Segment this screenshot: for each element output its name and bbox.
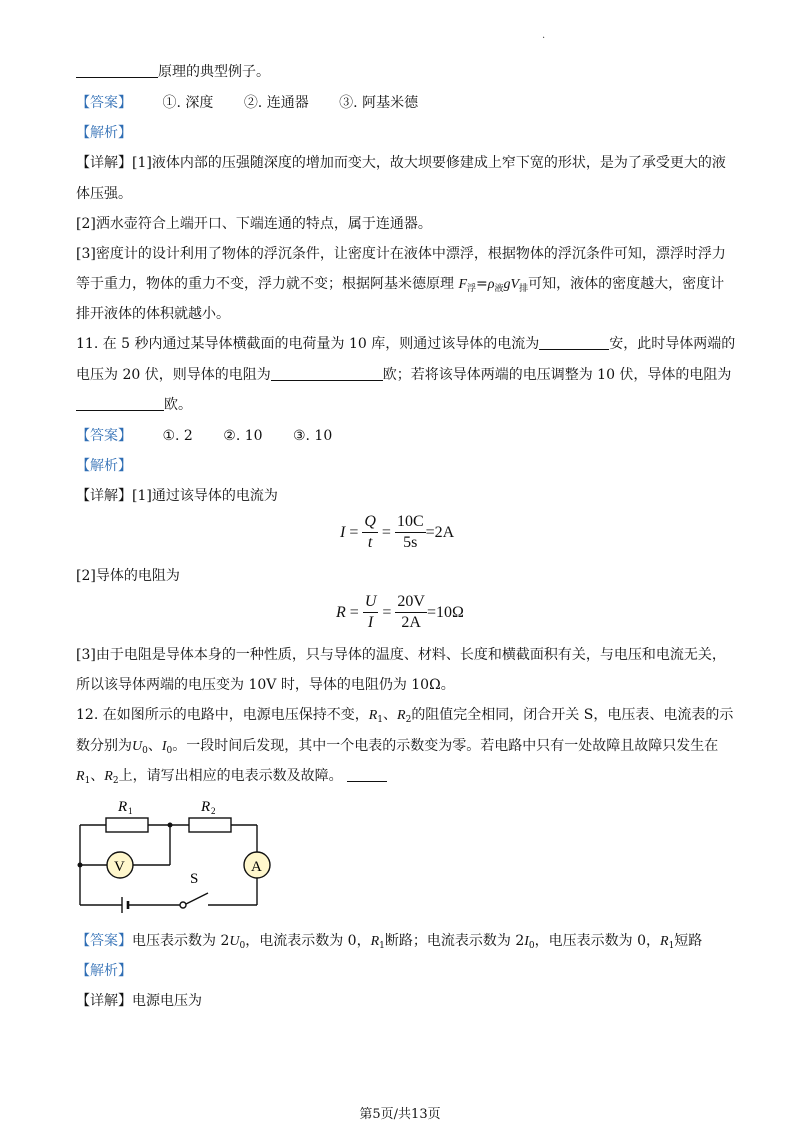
- svg-text:2: 2: [211, 806, 216, 816]
- answer-1: ①. 深度: [162, 95, 214, 111]
- switch-lever: [186, 893, 208, 904]
- analysis-label: 【解析】: [76, 458, 132, 474]
- q10-tail: 原理的典型例子。: [76, 62, 270, 82]
- q10-detail-1: 【详解】[1]液体内部的压强随深度的增加而变大，故大坝要修建成上窄下宽的形状，是为了承受更大的液: [76, 155, 726, 171]
- fill-blank[interactable]: [76, 63, 158, 78]
- q11-detail-2: [2]导体的电阻为: [76, 568, 180, 584]
- q10-detail-4: [3]密度计的设计利用了物体的浮沉条件，让密度计在液体中漂浮，根据物体的浮沉条件可知，漂浮时浮力: [76, 246, 726, 262]
- answer-label: 【答案】: [76, 95, 132, 111]
- q12-stem-2: 数分别为$U_0$、$I_0$。一段时间后发现，其中一个电表的示数变为零。若电路中只有一处故障且故障只发生在: [76, 738, 719, 756]
- analysis-label: 【解析】: [76, 125, 132, 141]
- q10-answer: [76, 93, 418, 113]
- svg-text:V: V: [114, 859, 125, 875]
- q11-stem-3: 欧。: [76, 395, 192, 415]
- q10-detail-3: [2]洒水壶符合上端开口、下端连通的特点，属于连通器。: [76, 216, 432, 232]
- fill-blank[interactable]: [271, 366, 383, 381]
- equation-resistance: R = $\frac{U}{I}$ = $\frac{20V}{2A}$ =10Ω: [336, 593, 464, 631]
- q11-detail-1: 【详解】[1]通过该导体的电流为: [76, 488, 278, 504]
- q12-answer: 【答案】电压表示数为 $2U_0$，电流表示数为 0，$R_1$断路；电流表示数为 $2I_0$，电压表示数为 0，$R_1$短路: [76, 933, 703, 951]
- resistor-r1: [106, 818, 148, 832]
- svg-text:A: A: [251, 859, 262, 875]
- circuit-diagram: [70, 794, 280, 918]
- fill-blank[interactable]: [76, 396, 164, 411]
- equation-current: I = $\frac{Q}{t}$ = $\frac{10C}{5s}$ =2A: [340, 513, 455, 551]
- resistor-r2: [189, 818, 231, 832]
- fill-blank[interactable]: [347, 767, 387, 782]
- q11-detail-3: [3]由于电阻是导体本身的一种性质，只与导体的温度、材料、长度和横截面积有关，与电压和电流无关，: [76, 647, 726, 663]
- svg-text:S: S: [190, 871, 199, 887]
- answer-2: ②. 连通器: [243, 95, 309, 111]
- fill-blank[interactable]: [539, 335, 609, 350]
- q10-detail-6: 排开液体的体积就越小。: [76, 306, 230, 322]
- answer-3: ③. 阿基米德: [339, 95, 419, 111]
- q11-stem-1: 11. 在 5 秒内通过某导体横截面的电荷量为 10 库，则通过该导体的电流为 安，此时导体两端的: [76, 336, 736, 352]
- q10-detail-5: 等于重力，物体的重力不变，浮力就不变；根据阿基米德原理 $F_浮=\rho_液gV_排$可知，液体的密度越大，密度计: [76, 276, 725, 294]
- page-footer: 第5页/共13页: [359, 1107, 441, 1122]
- q12-stem-1: 12. 在如图所示的电路中，电源电压保持不变，$R_1$、$R_2$的阻值完全相同，闭合开关 S，电压表、电流表的示: [76, 707, 734, 725]
- q11-stem-2: 电压为 20 伏，则导体的电阻为 欧；若将该导体两端的电压调整为 10 伏，导体的电阻为: [76, 367, 732, 383]
- svg-text:1: 1: [128, 806, 133, 816]
- q11-answer: 【答案】 ①. 2 ②. 10 ③. 10: [76, 428, 333, 444]
- q11-detail-4: 所以该导体两端的电压变为 10V 时，导体的电阻仍为 10Ω。: [76, 677, 455, 693]
- analysis-label: 【解析】: [76, 963, 132, 979]
- q12-detail-1: 【详解】电源电压为: [76, 993, 202, 1009]
- svg-text:R: R: [201, 799, 211, 815]
- corner-dot: .: [542, 30, 546, 41]
- svg-text:R: R: [118, 799, 128, 815]
- q12-stem-3: $R_1$、$R_2$上，请写出相应的电表示数及故障。: [76, 766, 387, 791]
- q10-detail-2: 体压强。: [76, 186, 132, 202]
